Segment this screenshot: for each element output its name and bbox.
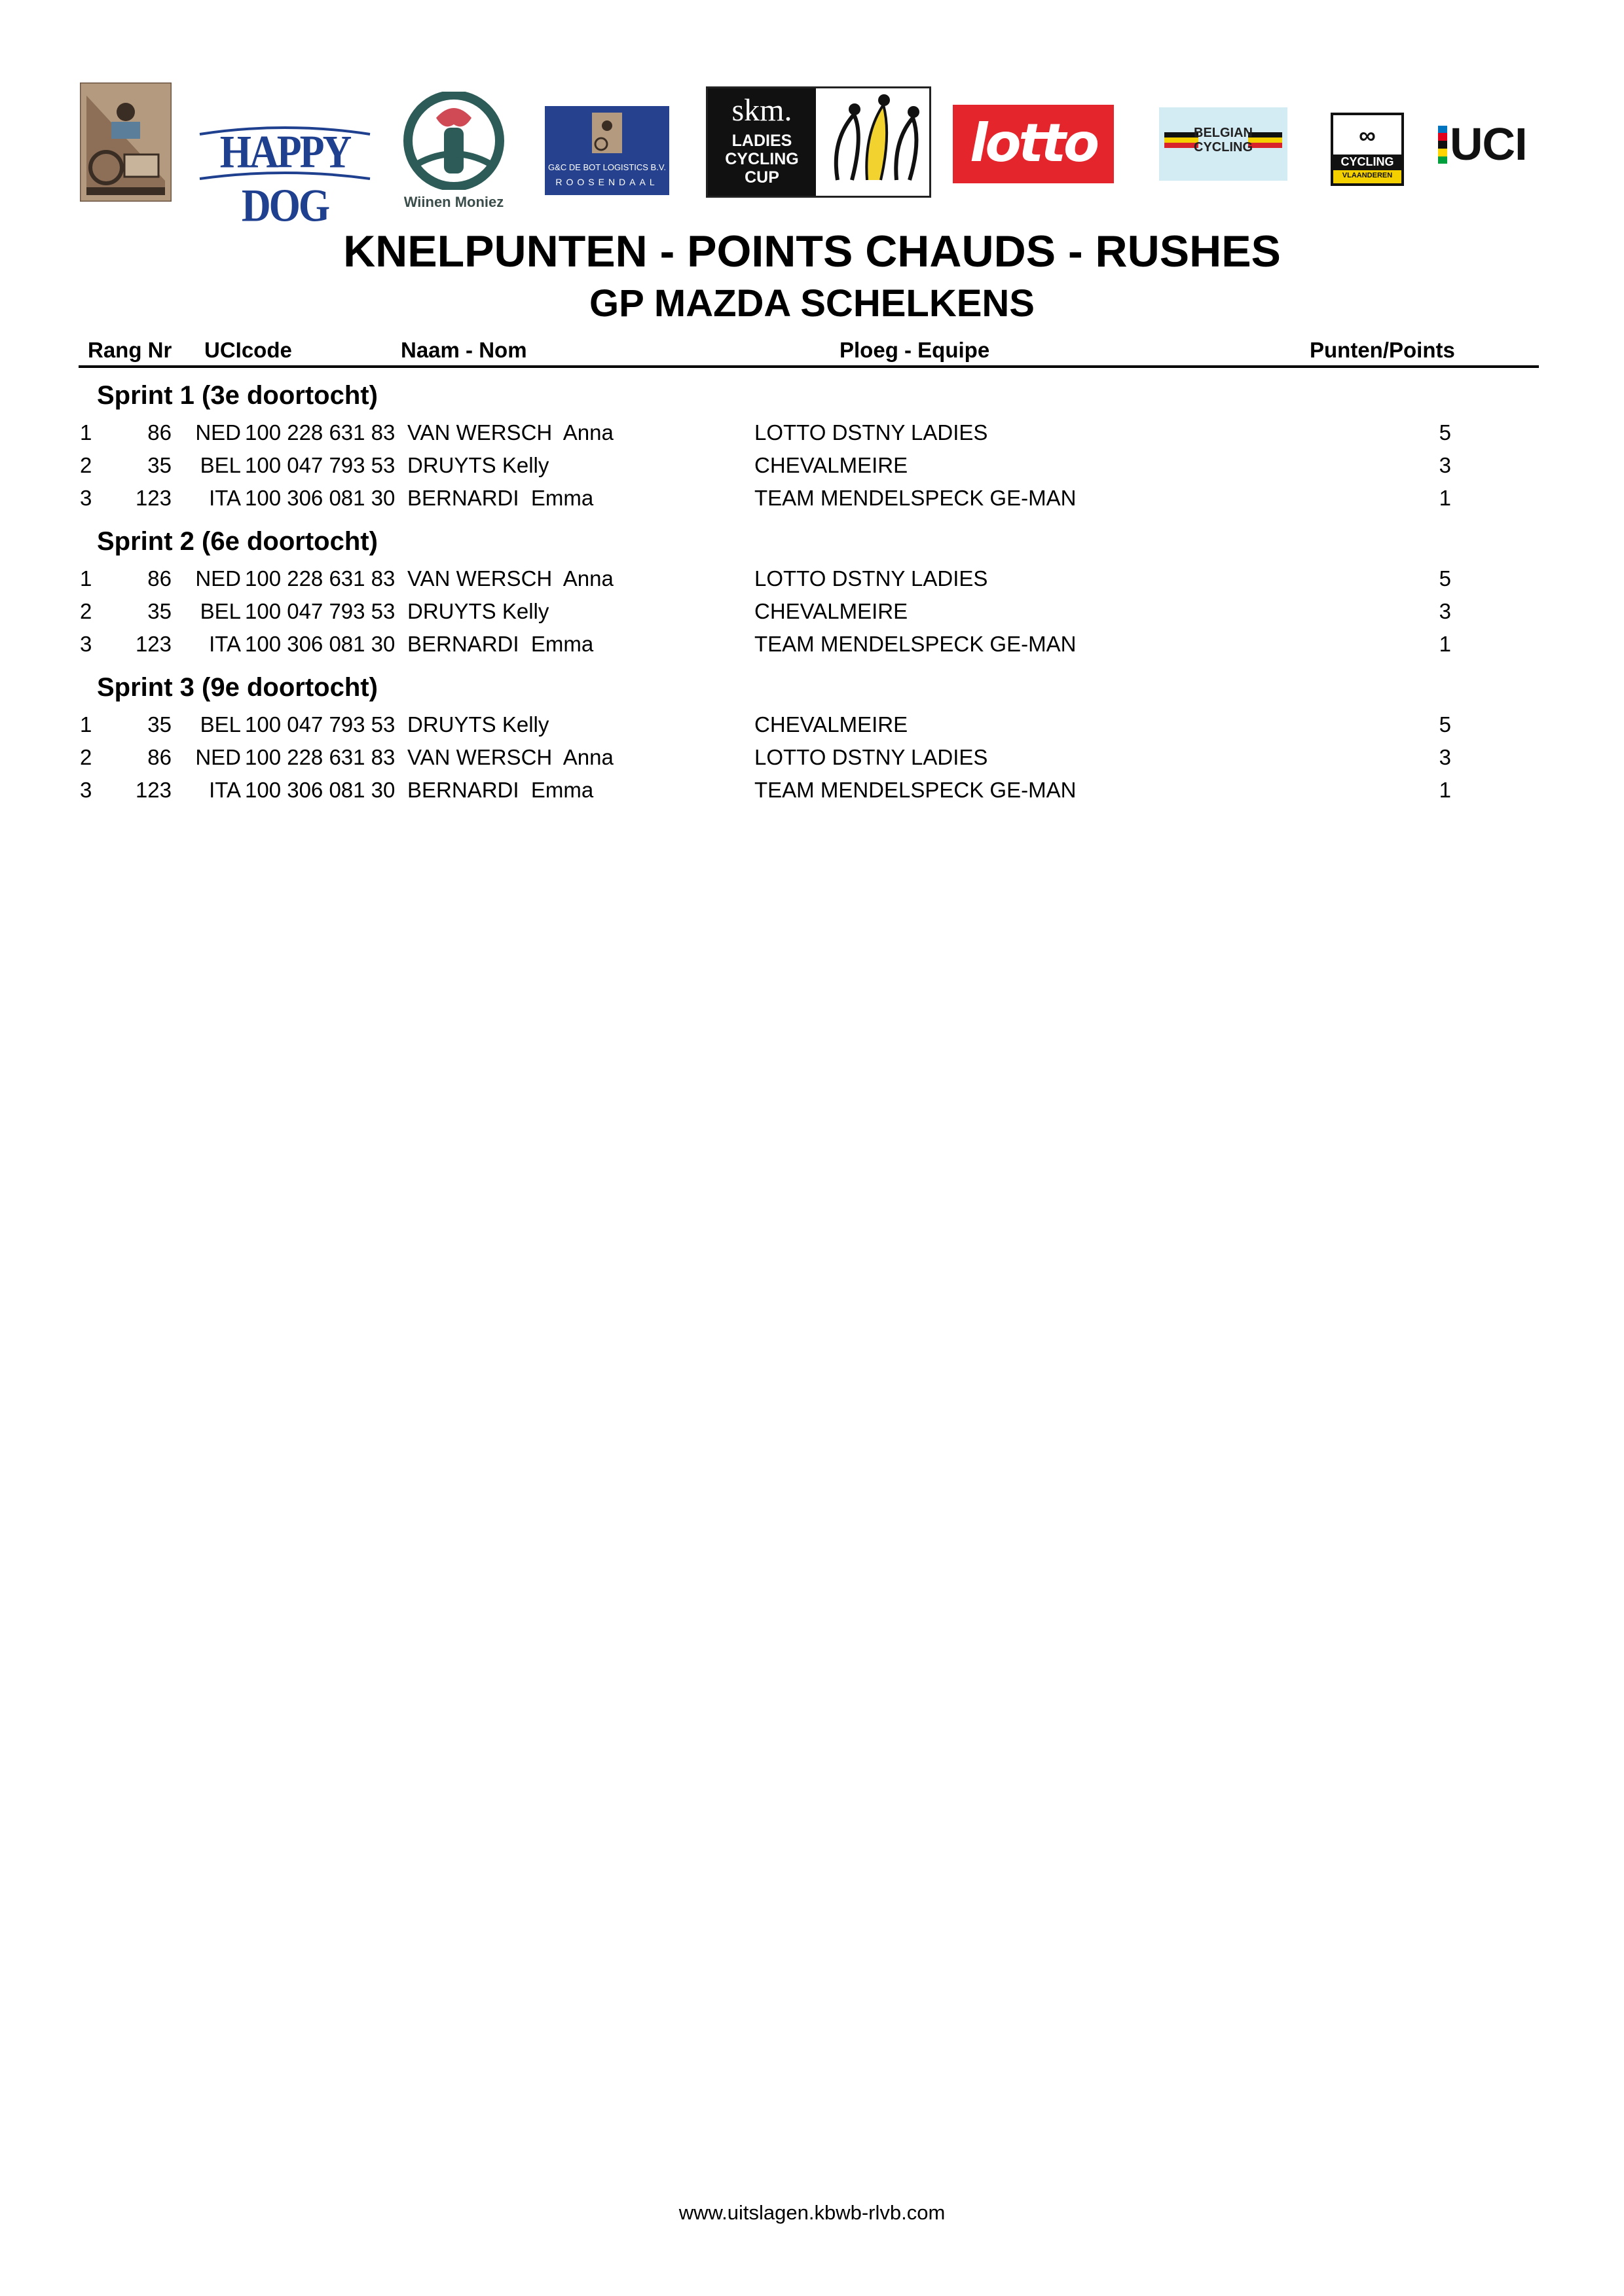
uci-code: 100 306 081 30 (245, 486, 396, 510)
nationality: NED (195, 566, 241, 591)
gc-de-bot-logistics-logo (545, 106, 669, 195)
bib-number: 123 (135, 632, 172, 656)
rank: 3 (80, 486, 92, 510)
sprint-1-title: Sprint 1 (3e doortocht) (97, 381, 378, 410)
team-name: TEAM MENDELSPECK GE-MAN (754, 778, 1077, 802)
header-name: Naam - Nom (401, 338, 527, 362)
cycling-vlaanderen-line2: VLAANDEREN (1342, 172, 1393, 179)
team-name: CHEVALMEIRE (754, 599, 908, 623)
nationality: BEL (200, 453, 241, 477)
sprint-2-title: Sprint 2 (6e doortocht) (97, 527, 378, 556)
uci-code: 100 047 793 53 (245, 453, 396, 477)
infinity-icon: ∞ (1359, 122, 1376, 149)
table-row (0, 486, 1624, 519)
nationality: NED (195, 420, 241, 445)
skm-ladies-label: LADIES (731, 132, 792, 150)
lotto-logo (953, 105, 1114, 183)
team-name: LOTTO DSTNY LADIES (754, 745, 988, 769)
table-row (0, 453, 1624, 486)
page-title: KNELPUNTEN - POINTS CHAUDS - RUSHES (343, 227, 1281, 276)
rider-name: BERNARDI Emma (407, 778, 594, 802)
table-row (0, 566, 1624, 599)
table-row (0, 632, 1624, 665)
rider-name: VAN WERSCH Anna (407, 566, 614, 591)
bib-number: 123 (135, 778, 172, 802)
team-name: TEAM MENDELSPECK GE-MAN (754, 486, 1077, 510)
belgian-cycling-logo (1159, 107, 1287, 181)
skm-wordmark: skm. (731, 93, 792, 128)
rider-name: DRUYTS Kelly (407, 453, 549, 477)
table-header (79, 335, 1539, 368)
sponsor-logo-strip (0, 0, 1624, 232)
rider-name: VAN WERSCH Anna (407, 745, 614, 769)
gc-de-bot-vintage-logo (80, 82, 172, 202)
points: 1 (1439, 778, 1451, 802)
team-name: CHEVALMEIRE (754, 453, 908, 477)
rider-name: VAN WERSCH Anna (407, 420, 614, 445)
belgian-cycling-line2: CYCLING (1194, 140, 1253, 155)
uci-code: 100 306 081 30 (245, 632, 396, 656)
points: 5 (1439, 566, 1451, 591)
header-rank-nr: Rang Nr (88, 338, 172, 362)
rank: 1 (80, 420, 92, 445)
gc-de-bot-logistics-city: ROOSENDAAL (555, 177, 659, 187)
header-points: Punten/Points (1310, 338, 1455, 362)
team-name: LOTTO DSTNY LADIES (754, 420, 988, 445)
nationality: ITA (209, 486, 241, 510)
belgian-cycling-line1: BELGIAN (1194, 126, 1253, 140)
rank: 3 (80, 778, 92, 802)
rank: 1 (80, 566, 92, 591)
gc-de-bot-logistics-name: G&C DE BOT LOGISTICS B.V. (548, 162, 666, 172)
nationality: NED (195, 745, 241, 769)
table-row (0, 778, 1624, 811)
happy-dog-logo (196, 121, 373, 232)
rider-name: DRUYTS Kelly (407, 599, 549, 623)
uci-wordmark: UCI (1450, 118, 1527, 170)
table-row (0, 420, 1624, 453)
bib-number: 123 (135, 486, 172, 510)
points: 1 (1439, 632, 1451, 656)
rank: 3 (80, 632, 92, 656)
points: 3 (1439, 453, 1451, 477)
bib-number: 86 (147, 420, 172, 445)
cycling-vlaanderen-line1: CYCLING (1340, 155, 1394, 168)
table-row (0, 712, 1624, 745)
points: 1 (1439, 486, 1451, 510)
uci-code: 100 047 793 53 (245, 712, 396, 737)
team-name: CHEVALMEIRE (754, 712, 908, 737)
nationality: BEL (200, 599, 241, 623)
team-name: TEAM MENDELSPECK GE-MAN (754, 632, 1077, 656)
points: 3 (1439, 745, 1451, 769)
skm-ladies-cycling-cup-logo (706, 86, 931, 198)
race-name: GP MAZDA SCHELKENS (589, 282, 1035, 325)
rider-name: BERNARDI Emma (407, 486, 594, 510)
points: 5 (1439, 712, 1451, 737)
wijnen-moniez-logo (392, 92, 516, 210)
rider-name: BERNARDI Emma (407, 632, 594, 656)
header-uci-code: UCIcode (204, 338, 292, 362)
rank: 2 (80, 599, 92, 623)
cycling-vlaanderen-logo (1331, 113, 1404, 186)
uci-code: 100 306 081 30 (245, 778, 396, 802)
nationality: ITA (209, 632, 241, 656)
lotto-wordmark: lotto (970, 113, 1097, 173)
uci-code: 100 047 793 53 (245, 599, 396, 623)
bib-number: 35 (147, 712, 172, 737)
points: 3 (1439, 599, 1451, 623)
wijnen-moniez-label: Wiinen Moniez (403, 194, 504, 210)
skm-cup-label: CUP (745, 168, 779, 187)
rank: 2 (80, 453, 92, 477)
nationality: BEL (200, 712, 241, 737)
uci-logo (1438, 118, 1549, 170)
bib-number: 86 (147, 745, 172, 769)
footer-url: www.uitslagen.kbwb-rlvb.com (678, 2201, 946, 2224)
team-name: LOTTO DSTNY LADIES (754, 566, 988, 591)
happy-dog-wordmark: HAPPY DOG (219, 126, 350, 232)
header-team: Ploeg - Equipe (840, 338, 990, 362)
uci-code: 100 228 631 83 (245, 420, 396, 445)
bib-number: 35 (147, 453, 172, 477)
rank: 1 (80, 712, 92, 737)
bib-number: 86 (147, 566, 172, 591)
nationality: ITA (209, 778, 241, 802)
points: 5 (1439, 420, 1451, 445)
uci-code: 100 228 631 83 (245, 566, 396, 591)
skm-cycling-label: CYCLING (725, 150, 799, 168)
rider-name: DRUYTS Kelly (407, 712, 549, 737)
rank: 2 (80, 745, 92, 769)
table-row (0, 745, 1624, 778)
table-row (0, 599, 1624, 632)
bib-number: 35 (147, 599, 172, 623)
uci-code: 100 228 631 83 (245, 745, 396, 769)
sprint-3-title: Sprint 3 (9e doortocht) (97, 673, 378, 702)
